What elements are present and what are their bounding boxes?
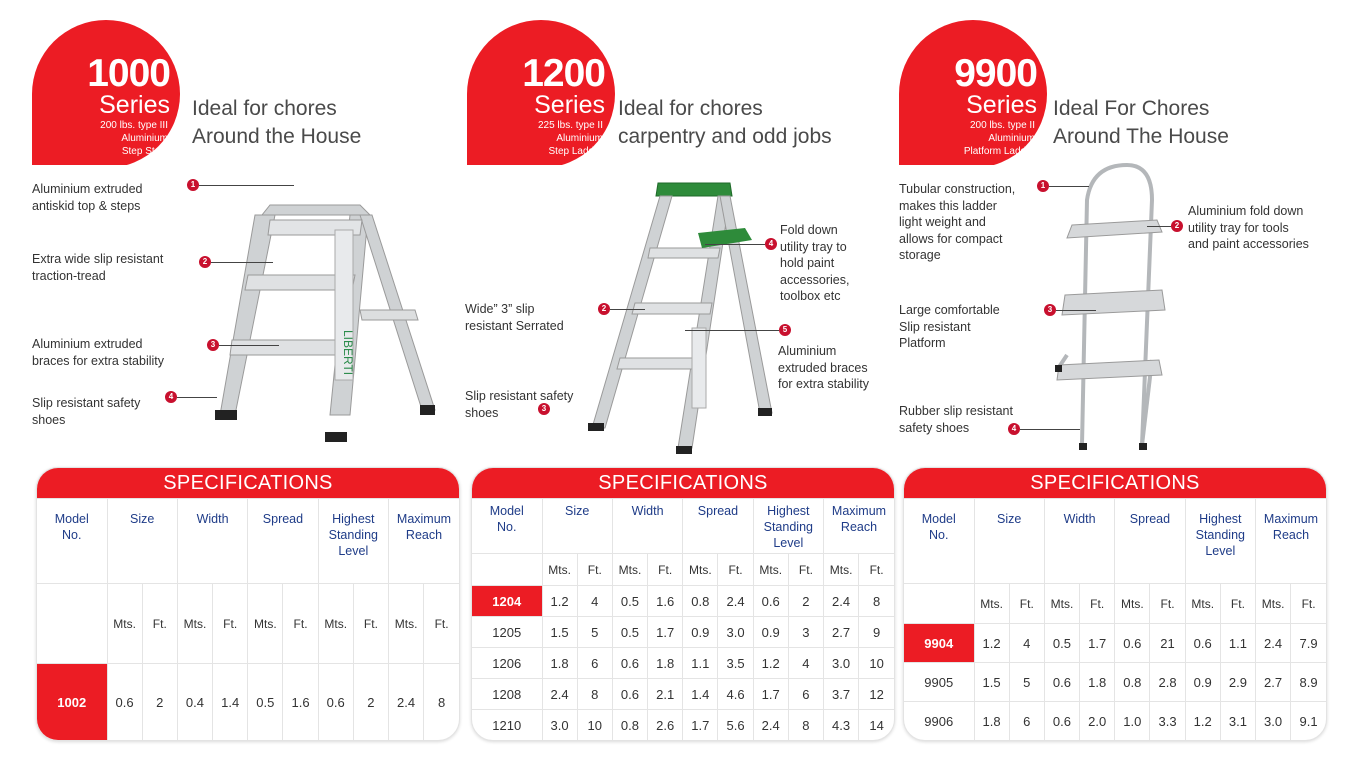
- value-cell: 6: [788, 679, 823, 710]
- value-cell: 2.7: [824, 617, 859, 648]
- annotation-text: [32, 336, 164, 369]
- value-cell: 8: [424, 664, 459, 742]
- size-header: Size: [107, 499, 177, 584]
- specifications-card: [471, 467, 895, 741]
- value-cell: 0.9: [753, 617, 788, 648]
- value-cell: 0.6: [612, 679, 647, 710]
- value-cell: 21: [1150, 624, 1185, 663]
- badge-desc-line: Aluminium: [121, 133, 168, 144]
- specifications-card: [36, 467, 460, 741]
- unit-ft: Ft.: [283, 584, 318, 664]
- value-cell: 9: [859, 617, 894, 648]
- tagline-line: Around the House: [192, 125, 362, 148]
- annotation-line: hold paint: [780, 256, 835, 270]
- value-cell: 2.4: [1256, 624, 1291, 663]
- value-cell: 9.1: [1291, 702, 1326, 741]
- series-badge: [899, 20, 1047, 165]
- unit-mts: Mts.: [1256, 584, 1291, 624]
- series-word: Series: [534, 91, 605, 119]
- value-cell: 5.6: [718, 710, 753, 741]
- value-cell: 0.8: [612, 710, 647, 741]
- annotation-line: and paint accessories: [1188, 237, 1309, 251]
- value-cell: 1.5: [542, 617, 577, 648]
- annotation-marker: 4: [765, 238, 777, 250]
- unit-ft: Ft.: [859, 554, 894, 586]
- value-cell: 0.6: [612, 648, 647, 679]
- unit-ft: Ft.: [1220, 584, 1255, 624]
- value-cell: 3.0: [824, 648, 859, 679]
- unit-mts: Mts.: [753, 554, 788, 586]
- value-cell: 8: [859, 586, 894, 617]
- value-cell: 1.5: [974, 663, 1009, 702]
- model-cell: 9905: [904, 663, 974, 702]
- annotation-line: Large comfortable: [899, 303, 1000, 317]
- model-cell: 1205: [472, 617, 542, 648]
- specifications-card: [903, 467, 1327, 741]
- badge-desc-line: 225 lbs. type II: [537, 120, 603, 131]
- table-row: [472, 710, 894, 741]
- value-cell: 0.6: [107, 664, 142, 742]
- value-cell: 0.9: [683, 617, 718, 648]
- unit-ft: Ft.: [1150, 584, 1185, 624]
- value-cell: 2.4: [718, 586, 753, 617]
- value-cell: 1.7: [753, 679, 788, 710]
- value-cell: 5: [577, 617, 612, 648]
- annotation-line: Rubber slip resistant: [899, 404, 1013, 418]
- annotation-line: for extra stability: [778, 377, 870, 391]
- annotation-marker: 2: [199, 256, 211, 268]
- model-cell: 9904: [904, 624, 974, 663]
- annotation-line: toolbox etc: [780, 289, 841, 303]
- annotation-line: utility tray for tools: [1188, 220, 1289, 235]
- spread-header: Spread: [248, 499, 318, 584]
- value-cell: 0.8: [1115, 663, 1150, 702]
- step-stool-illustration: [210, 190, 440, 455]
- annotation-line: Wide” 3” slip: [465, 302, 535, 316]
- unit-ft: Ft.: [142, 584, 177, 664]
- highest-standing-level-header: Highest Standing Level: [753, 499, 823, 554]
- product-panel-1200: [465, 0, 905, 768]
- value-cell: 4: [577, 586, 612, 617]
- value-cell: 1.1: [683, 648, 718, 679]
- width-header: Width: [177, 499, 247, 584]
- annotation-line: makes this ladder: [899, 198, 997, 213]
- annotation-line: Slip resistant: [899, 319, 971, 334]
- tagline-line: Ideal For Chores: [1053, 97, 1210, 120]
- badge-desc-line: Step Stool: [121, 146, 168, 157]
- badge-desc-line: Step Ladder: [548, 146, 603, 157]
- unit-ft: Ft.: [1291, 584, 1326, 624]
- value-cell: 1.1: [1220, 624, 1255, 663]
- size-header: Size: [542, 499, 612, 554]
- value-cell: 7.9: [1291, 624, 1326, 663]
- annotation-line: resistant Serrated: [465, 318, 564, 333]
- annotation-marker: 2: [598, 303, 610, 315]
- value-cell: 0.8: [683, 586, 718, 617]
- model-unit-cell: [472, 554, 542, 586]
- table-row: [904, 663, 1326, 702]
- table-row: [904, 624, 1326, 663]
- unit-mts: Mts.: [683, 554, 718, 586]
- unit-mts: Mts.: [974, 584, 1009, 624]
- series-number: 1000: [87, 52, 170, 95]
- specifications-title: SPECIFICATIONS: [37, 468, 459, 498]
- value-cell: 1.8: [1080, 663, 1115, 702]
- unit-mts: Mts.: [318, 584, 353, 664]
- annotation-line: storage: [899, 248, 941, 262]
- tagline: [618, 95, 832, 151]
- model-unit-cell: [904, 584, 974, 624]
- product-panel-9900: [897, 0, 1337, 768]
- annotation-line: accessories,: [780, 272, 850, 287]
- badge-desc-line: 200 lbs. type II: [969, 120, 1035, 131]
- annotation-text: [899, 302, 1000, 352]
- badge-desc-line: Aluminium: [988, 133, 1035, 144]
- value-cell: 0.4: [177, 664, 212, 742]
- model-cell: 1002: [37, 664, 107, 742]
- annotation-marker: 2: [1171, 220, 1183, 232]
- value-cell: 2: [788, 586, 823, 617]
- value-cell: 1.4: [683, 679, 718, 710]
- unit-mts: Mts.: [389, 584, 424, 664]
- value-cell: 0.9: [1185, 663, 1220, 702]
- annotation-text: [1188, 203, 1309, 253]
- value-cell: 3.0: [1256, 702, 1291, 741]
- value-cell: 1.7: [683, 710, 718, 741]
- value-cell: 4: [1009, 624, 1044, 663]
- unit-ft: Ft.: [213, 584, 248, 664]
- leader-line: [219, 345, 279, 346]
- annotation-line: traction-tread: [32, 268, 106, 283]
- value-cell: 4.6: [718, 679, 753, 710]
- value-cell: 0.6: [318, 664, 353, 742]
- value-cell: 0.6: [1185, 624, 1220, 663]
- value-cell: 1.4: [213, 664, 248, 742]
- tagline-line: Ideal for chores: [192, 97, 337, 120]
- value-cell: 8: [577, 679, 612, 710]
- annotation-line: safety shoes: [899, 420, 970, 435]
- width-header: Width: [612, 499, 682, 554]
- value-cell: 2.4: [542, 679, 577, 710]
- value-cell: 1.8: [648, 648, 683, 679]
- tagline: [192, 95, 361, 151]
- value-cell: 2.4: [389, 664, 424, 742]
- value-cell: 1.7: [1080, 624, 1115, 663]
- value-cell: 1.0: [1115, 702, 1150, 741]
- series-badge: [467, 20, 615, 165]
- value-cell: 2.1: [648, 679, 683, 710]
- highest-standing-level-header: Highest Standing Level: [1185, 499, 1255, 584]
- value-cell: 1.7: [648, 617, 683, 648]
- specifications-table: [37, 498, 459, 741]
- annotation-line: Tubular construction,: [899, 182, 1016, 196]
- annotation-text: [778, 343, 869, 393]
- leader-line: [199, 185, 294, 186]
- annotation-line: extruded braces: [778, 360, 868, 375]
- maximum-reach-header: Maximum Reach: [824, 499, 895, 554]
- value-cell: 2.4: [824, 586, 859, 617]
- annotation-marker: 1: [1037, 180, 1049, 192]
- value-cell: 3.1: [1220, 702, 1255, 741]
- annotation-text: [32, 395, 140, 428]
- tagline: [1053, 95, 1229, 151]
- step-ladder-illustration: [580, 178, 790, 458]
- value-cell: 0.6: [1044, 663, 1079, 702]
- maximum-reach-header: Maximum Reach: [1256, 499, 1327, 584]
- spread-header: Spread: [683, 499, 753, 554]
- unit-ft: Ft.: [353, 584, 388, 664]
- leader-line: [177, 397, 217, 398]
- unit-mts: Mts.: [248, 584, 283, 664]
- value-cell: 0.5: [612, 617, 647, 648]
- value-cell: 1.6: [283, 664, 318, 742]
- annotation-text: [780, 222, 849, 305]
- annotation-marker: 5: [779, 324, 791, 336]
- table-row: [472, 679, 894, 710]
- annotation-text: [32, 181, 142, 214]
- value-cell: 1.2: [974, 624, 1009, 663]
- tagline-line: carpentry and odd jobs: [618, 125, 832, 148]
- value-cell: 2.6: [648, 710, 683, 741]
- unit-ft: Ft.: [788, 554, 823, 586]
- badge-desc-line: Platform Ladder: [963, 146, 1035, 157]
- value-cell: 1.2: [1185, 702, 1220, 741]
- tagline-line: Ideal for chores: [618, 97, 763, 120]
- annotation-line: Aluminium: [778, 344, 837, 358]
- maximum-reach-header: Maximum Reach: [389, 499, 460, 584]
- value-cell: 10: [577, 710, 612, 741]
- width-header: Width: [1044, 499, 1114, 584]
- annotation-line: Slip resistant safety: [32, 396, 141, 410]
- annotation-line: shoes: [32, 412, 66, 427]
- annotation-line: braces for extra stability: [32, 353, 164, 368]
- annotation-marker: 1: [187, 179, 199, 191]
- value-cell: 5: [1009, 663, 1044, 702]
- unit-mts: Mts.: [177, 584, 212, 664]
- value-cell: 8: [788, 710, 823, 741]
- model-cell: 1204: [472, 586, 542, 617]
- annotation-marker: 4: [1008, 423, 1020, 435]
- annotation-line: shoes: [465, 405, 499, 420]
- value-cell: 2.7: [1256, 663, 1291, 702]
- unit-ft: Ft.: [648, 554, 683, 586]
- series-word: Series: [99, 91, 170, 119]
- annotation-text: [465, 388, 573, 421]
- table-row: [472, 617, 894, 648]
- leader-line: [1020, 429, 1080, 430]
- specifications-table: [904, 498, 1326, 741]
- series-number: 9900: [954, 52, 1037, 95]
- series-word: Series: [966, 91, 1037, 119]
- value-cell: 2: [353, 664, 388, 742]
- annotation-line: light weight and: [899, 215, 986, 229]
- value-cell: 3.3: [1150, 702, 1185, 741]
- spread-header: Spread: [1115, 499, 1185, 584]
- value-cell: 2.0: [1080, 702, 1115, 741]
- value-cell: 4.3: [824, 710, 859, 741]
- value-cell: 2: [142, 664, 177, 742]
- value-cell: 0.6: [753, 586, 788, 617]
- unit-mts: Mts.: [542, 554, 577, 586]
- leader-line: [1056, 310, 1096, 311]
- value-cell: 14: [859, 710, 894, 741]
- annotation-line: Aluminium extruded: [32, 182, 143, 196]
- unit-ft: Ft.: [718, 554, 753, 586]
- value-cell: 3.7: [824, 679, 859, 710]
- leader-line: [685, 330, 779, 331]
- value-cell: 4: [788, 648, 823, 679]
- leader-line: [211, 262, 273, 263]
- leader-line: [705, 244, 765, 245]
- badge-desc-line: 200 lbs. type III: [100, 120, 168, 131]
- annotation-line: allows for compact: [899, 231, 1003, 246]
- product-panel-1000: [30, 0, 470, 768]
- unit-ft: Ft.: [1080, 584, 1115, 624]
- value-cell: 3.0: [718, 617, 753, 648]
- model-cell: 9906: [904, 702, 974, 741]
- value-cell: 0.6: [1044, 702, 1079, 741]
- specifications-title: SPECIFICATIONS: [472, 468, 894, 498]
- highest-standing-level-header: Highest Standing Level: [318, 499, 388, 584]
- value-cell: 3: [788, 617, 823, 648]
- tagline-line: Around The House: [1053, 125, 1229, 148]
- table-row: [472, 648, 894, 679]
- value-cell: 6: [577, 648, 612, 679]
- badge-desc-line: Aluminium: [556, 133, 603, 144]
- value-cell: 0.5: [248, 664, 283, 742]
- annotation-line: antiskid top & steps: [32, 198, 141, 213]
- value-cell: 6: [1009, 702, 1044, 741]
- annotation-marker: 3: [538, 403, 550, 415]
- value-cell: 1.8: [974, 702, 1009, 741]
- model-cell: 1206: [472, 648, 542, 679]
- value-cell: 3.0: [542, 710, 577, 741]
- series-number: 1200: [522, 52, 605, 95]
- value-cell: 2.8: [1150, 663, 1185, 702]
- annotation-line: Fold down: [780, 223, 838, 237]
- value-cell: 10: [859, 648, 894, 679]
- unit-mts: Mts.: [612, 554, 647, 586]
- annotation-line: Platform: [899, 336, 946, 350]
- unit-mts: Mts.: [1044, 584, 1079, 624]
- annotation-line: Extra wide slip resistant: [32, 252, 164, 266]
- annotation-marker: 4: [165, 391, 177, 403]
- value-cell: 1.8: [542, 648, 577, 679]
- model-header: Model No.: [37, 499, 107, 584]
- leader-line: [1049, 186, 1089, 187]
- annotation-text: [899, 403, 1013, 436]
- value-cell: 1.2: [542, 586, 577, 617]
- unit-mts: Mts.: [1185, 584, 1220, 624]
- unit-ft: Ft.: [1009, 584, 1044, 624]
- specifications-table: [472, 498, 894, 741]
- annotation-marker: 3: [1044, 304, 1056, 316]
- platform-ladder-illustration: [1047, 160, 1177, 452]
- specifications-title: SPECIFICATIONS: [904, 468, 1326, 498]
- model-cell: 1208: [472, 679, 542, 710]
- annotation-text: [32, 251, 163, 284]
- value-cell: 1.2: [753, 648, 788, 679]
- unit-mts: Mts.: [107, 584, 142, 664]
- leader-line: [1147, 226, 1171, 227]
- size-header: Size: [974, 499, 1044, 584]
- model-cell: 1210: [472, 710, 542, 741]
- model-header: Model No.: [472, 499, 542, 554]
- value-cell: 2.9: [1220, 663, 1255, 702]
- value-cell: 8.9: [1291, 663, 1326, 702]
- annotation-text: [899, 181, 1015, 264]
- value-cell: 3.5: [718, 648, 753, 679]
- table-row: [472, 586, 894, 617]
- annotation-line: Aluminium fold down: [1188, 204, 1304, 218]
- unit-ft: Ft.: [577, 554, 612, 586]
- annotation-line: Aluminium extruded: [32, 337, 143, 351]
- value-cell: 0.6: [1115, 624, 1150, 663]
- annotation-marker: 3: [207, 339, 219, 351]
- table-row: [37, 664, 459, 742]
- annotation-line: utility tray to: [780, 239, 847, 254]
- value-cell: 0.5: [612, 586, 647, 617]
- series-badge: [32, 20, 180, 165]
- unit-mts: Mts.: [1115, 584, 1150, 624]
- table-row: [904, 702, 1326, 741]
- value-cell: 2.4: [753, 710, 788, 741]
- annotation-line: Slip resistant safety: [465, 389, 574, 403]
- leader-line: [610, 309, 645, 310]
- annotation-text: [465, 301, 564, 334]
- value-cell: 0.5: [1044, 624, 1079, 663]
- value-cell: 1.6: [648, 586, 683, 617]
- value-cell: 12: [859, 679, 894, 710]
- svg-text:LIBERTI: LIBERTI: [341, 330, 355, 376]
- unit-mts: Mts.: [824, 554, 859, 586]
- unit-ft: Ft.: [424, 584, 459, 664]
- model-header: Model No.: [904, 499, 974, 584]
- model-unit-cell: [37, 584, 107, 664]
